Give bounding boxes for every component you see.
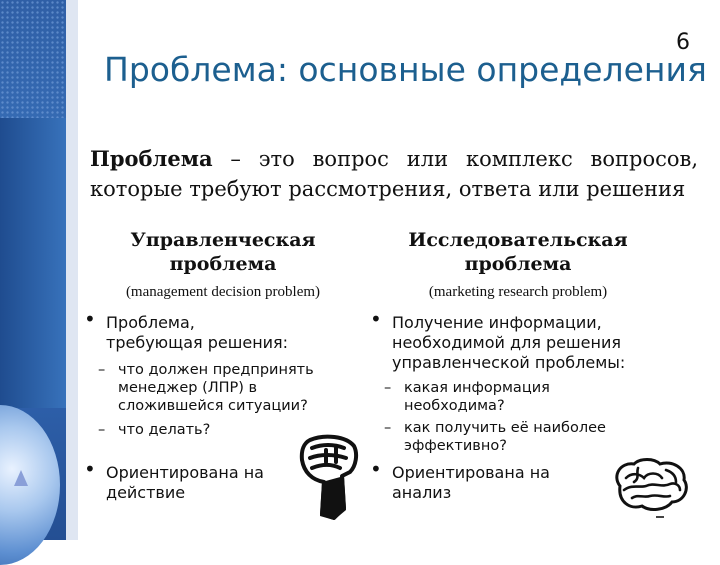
fist-icon — [296, 432, 362, 524]
management-problem-subtitle: (management decision problem) — [125, 284, 321, 300]
brain-icon — [610, 456, 692, 516]
heading-line: Управленческая — [130, 229, 316, 251]
band-stripe — [66, 0, 78, 540]
sub-text: какая информация — [404, 380, 550, 396]
bullet-text: требующая решения: — [106, 333, 289, 352]
bullet-icon: • — [84, 307, 96, 331]
sub-text: сложившейся ситуации? — [118, 398, 308, 414]
sub-list-item — [368, 419, 668, 455]
dash-icon: – — [384, 420, 392, 436]
sub-text: что должен предпринять — [118, 362, 314, 378]
sub-list-item — [368, 379, 668, 415]
list-item — [368, 307, 668, 373]
bullet-text: анализ — [392, 483, 452, 502]
heading-line: Исследовательская — [408, 229, 628, 251]
triangle-icon — [14, 470, 28, 486]
dash-icon: – — [98, 362, 106, 378]
bullet-icon: • — [370, 457, 382, 481]
definition-term: Проблема — [90, 146, 213, 171]
slide-title: Проблема: основные определения — [104, 50, 707, 89]
sub-text: как получить её наиболее — [404, 420, 606, 436]
research-problem-subtitle: (marketing research problem) — [428, 284, 608, 300]
bullet-text: Получение информации, — [392, 313, 602, 332]
slide-number: 6 — [676, 30, 690, 55]
bullet-text: управленческой проблемы: — [392, 353, 626, 372]
bullet-icon: • — [370, 307, 382, 331]
sub-text: необходима? — [404, 398, 505, 414]
bullet-text: Ориентирована на — [106, 463, 264, 482]
list-item — [82, 307, 364, 353]
dash-icon: – — [384, 380, 392, 396]
sub-list-item — [82, 361, 364, 415]
sub-text: менеджер (ЛПР) в — [118, 380, 258, 396]
bullet-text: Проблема, — [106, 313, 195, 332]
management-problem-heading — [82, 228, 364, 276]
heading-line: проблема — [464, 253, 572, 275]
bullet-text: Ориентирована на — [392, 463, 550, 482]
sub-text: эффективно? — [404, 438, 507, 454]
dash-icon: – — [98, 422, 106, 438]
heading-line: проблема — [169, 253, 277, 275]
definition-text: – это вопрос или комплекс вопросов, которые требуют рассмотрения, ответа или решения — [90, 147, 698, 201]
sub-text: что делать? — [118, 422, 211, 438]
bullet-text: действие — [106, 483, 186, 502]
bullet-icon: • — [84, 457, 96, 481]
problem-definition — [90, 144, 698, 204]
bullet-text: необходимой для решения — [392, 333, 621, 352]
small-dash-mark — [656, 516, 664, 518]
research-problem-heading — [368, 228, 668, 276]
